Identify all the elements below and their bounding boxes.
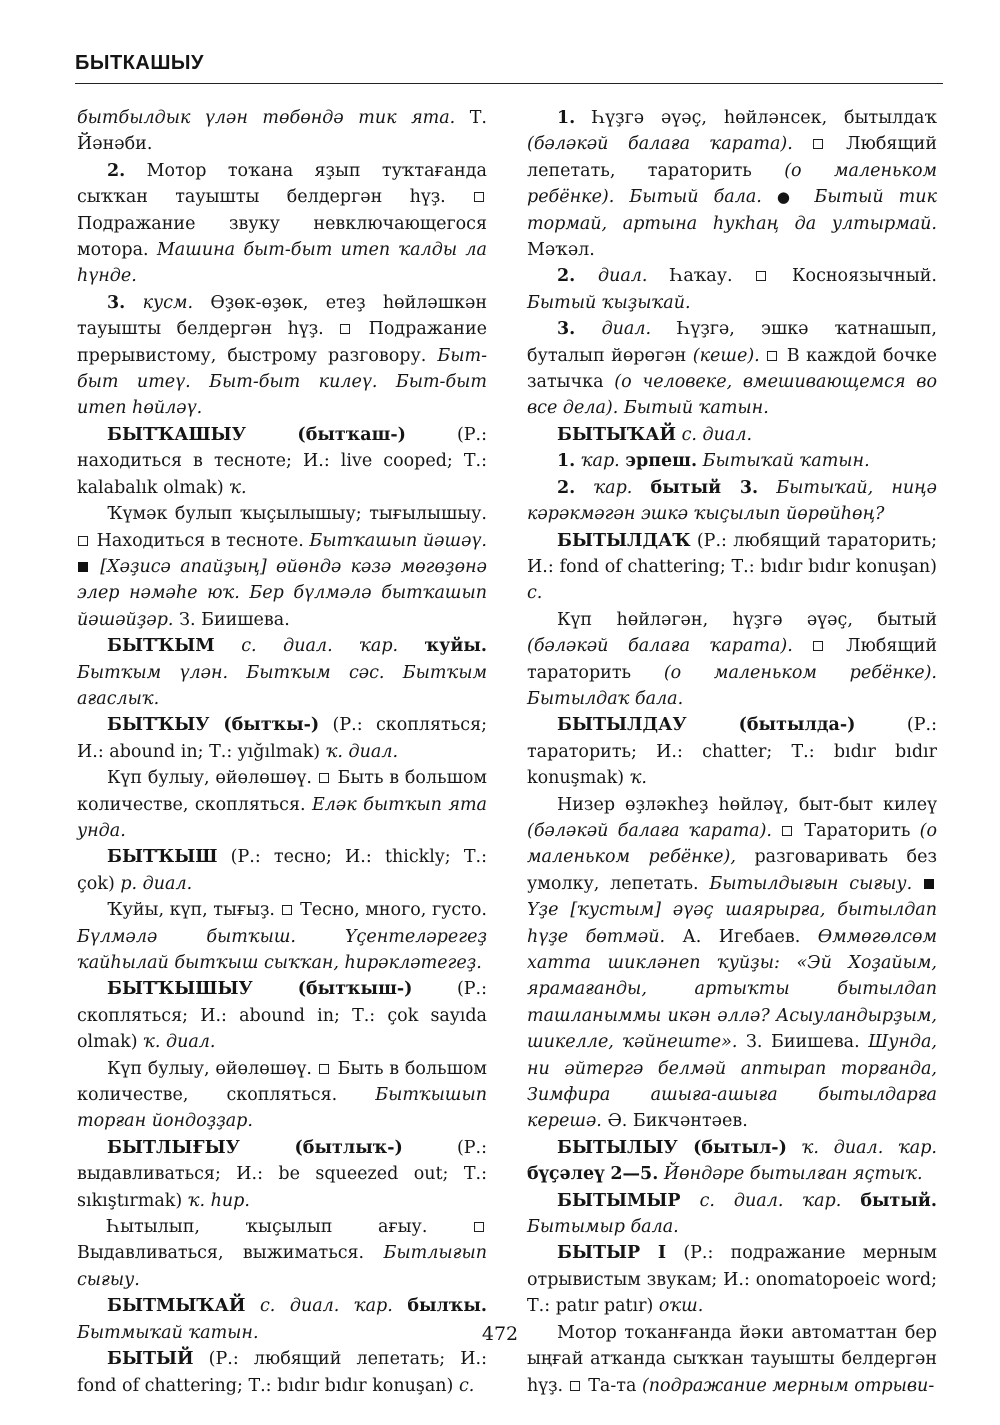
italic-text: (о маленьком ребёнке). Бытылдаҡ бала. xyxy=(527,662,937,709)
russian-translation-marker-icon xyxy=(78,536,88,546)
headword: БЫТЫЛДАҠ xyxy=(557,530,691,551)
russian-translation-marker-icon xyxy=(474,192,484,202)
italic-text: с. xyxy=(527,583,543,604)
headword: 1. xyxy=(557,451,576,472)
italic-text: с. xyxy=(458,1375,475,1396)
italic-text: Бытый ҡыҙыҡай. xyxy=(527,292,691,313)
header-rule xyxy=(75,83,943,84)
definition-text: Любящий тараторить xyxy=(527,636,937,683)
headword: БЫТМЫҠАЙ xyxy=(107,1296,246,1317)
definition-text xyxy=(793,636,813,656)
italic-text: Бытлығып сығыу. xyxy=(77,1243,487,1290)
italic-text: ҡ. xyxy=(229,477,247,498)
entry-paragraph xyxy=(527,792,937,1135)
headword: БЫТЫЛЫУ (бытыл-) xyxy=(557,1137,787,1158)
italic-text: кусм. xyxy=(125,292,194,313)
definition-text: Күп булыу, өйөлөшөү. xyxy=(107,1058,318,1079)
italic-text: (бәләкәй балаға ҡарата). xyxy=(527,134,793,155)
italic-text: ҡ. диал. ҡар. xyxy=(786,1137,937,1158)
definition-text: Ҡүмәк булып ҡыҫылышыу; тығылышыу. xyxy=(107,504,487,525)
definition-text xyxy=(772,821,781,841)
definition-text: Күп һөйләгән, һүҙгә әүәҫ, бытый xyxy=(557,609,937,630)
entry-paragraph xyxy=(527,528,937,607)
definition-text: (Р.: подражание мерным отрывистым звукам; И.: onomatopoeic word; Т.: patır patır) xyxy=(527,1243,937,1317)
italic-text: (подражание мерным отрыви- xyxy=(641,1375,935,1396)
definition-text: Мотор тоҡанғанда йәки автоматтан бер ыңғай атҡанда сыҡҡан тауышты белдергән һүҙ. xyxy=(527,1322,937,1396)
headword: БЫТЫЛДАУ (бытылда-) xyxy=(557,715,856,736)
entry-paragraph xyxy=(77,976,487,1055)
definition-text xyxy=(762,187,777,207)
literary-example-marker-icon xyxy=(78,562,88,572)
entry-paragraph xyxy=(77,501,487,633)
definition-text xyxy=(760,346,767,366)
entry-paragraph xyxy=(77,158,487,290)
italic-text: Шунда, ни әйтергә белмәй аптырап торғанда, Зимфира ашыға-ашыға бытылдарға керешә. xyxy=(527,1032,937,1132)
definition-text xyxy=(91,557,100,577)
russian-translation-marker-icon xyxy=(570,1381,580,1391)
italic-text: Быт-быт итеү. Быт-быт килеү. Быт-быт итеп һөйләү. xyxy=(77,345,487,419)
italic-text: [Хәҙисә апайҙың] өйөндә кәзә мөгөҙөнә элер нәмәһе юҡ. Бер бүлмәлә бытҡашып йәшәйҙәр. xyxy=(77,556,487,630)
italic-text: р. диал. xyxy=(120,873,193,894)
definition-text: (Р.: любящий лепетать; И.: fond of chattering; Т.: bıdır bıdır konuşan) xyxy=(77,1349,487,1396)
italic-text: Бытҡашып йәшәү. xyxy=(309,530,487,551)
definition-text: Низер өҙләкһеҙ һөйләү, быт-быт килеү xyxy=(557,794,937,815)
russian-translation-marker-icon xyxy=(282,905,292,915)
entry-paragraph xyxy=(527,712,937,791)
italic-text: бытбылдык үлән төбөндә тик ята. xyxy=(77,108,456,128)
headword: 2. xyxy=(107,160,126,181)
russian-translation-marker-icon xyxy=(340,324,350,334)
proverb-bullet-icon: ● xyxy=(776,188,800,207)
italic-text: (о маленьком ребёнке), xyxy=(527,820,937,868)
russian-translation-marker-icon xyxy=(813,139,823,149)
italic-text: диал. xyxy=(575,319,652,340)
definition-text: (Р.: тесно; И.: thickly; Т.: çok) xyxy=(77,847,487,894)
italic-text: Бытыҡай, ниңә кәрәкмәгән эшкә ҡыҫылып йөрөйһөң? xyxy=(527,477,937,525)
definition-text: разговаривать без умолку, лепетать. xyxy=(527,847,937,894)
italic-text: с. диал. ҡар. xyxy=(214,636,425,657)
definition-text: Т. Йәнәби. xyxy=(77,108,487,155)
entry-paragraph xyxy=(527,607,937,713)
entry-paragraph xyxy=(77,633,487,712)
definition-text: Һүҙгә әүәҫ, һөйләнсек, бытылдаҡ xyxy=(575,108,937,128)
headword: 3. xyxy=(107,292,126,313)
russian-translation-marker-icon xyxy=(813,641,823,651)
definition-text xyxy=(799,187,814,207)
headword: БЫТҠЫШЫУ (бытҡыш-) xyxy=(107,979,413,1000)
italic-text: Машина быт-быт итеп ҡалды ла һүнде. xyxy=(77,240,487,287)
italic-text: (о маленьком ребёнке). Бытый бала. xyxy=(527,160,937,208)
entry-paragraph xyxy=(77,1056,487,1135)
headword: БЫТЫЙ xyxy=(107,1349,194,1370)
russian-translation-marker-icon xyxy=(782,826,792,836)
russian-translation-marker-icon xyxy=(767,351,777,361)
entry-paragraph xyxy=(527,263,937,316)
definition-text: Күп булыу, өйөлөшөү. xyxy=(107,768,318,789)
italic-text: ҡар. xyxy=(575,477,651,498)
headword: БЫТЫМЫР xyxy=(557,1190,681,1211)
italic-text: Бытый тик тормай, артына һукһаң да ултырмай. xyxy=(527,187,937,234)
headword: 2. xyxy=(557,266,576,287)
headword: 2. xyxy=(557,477,576,498)
definition-text: Быть в большом количестве, скопляться. xyxy=(77,1058,487,1106)
headword: бытый. xyxy=(860,1190,937,1211)
definition-text: А. Игебаев. xyxy=(665,926,818,947)
italic-text: диал. xyxy=(575,266,648,287)
italic-text: ҡ. диал. xyxy=(143,1032,216,1053)
definition-text: Һүҙгә, эшкә ҡатнашып, буталып йөрөгән xyxy=(527,319,937,366)
italic-text: Бытҡышып торған йондоҙҙар. xyxy=(77,1085,487,1132)
headword: былҡы. xyxy=(407,1296,487,1317)
italic-text: ҡ. xyxy=(629,768,647,789)
literary-example-marker-icon xyxy=(924,879,934,889)
italic-text: с. диал. ҡар. xyxy=(680,1190,861,1211)
entry-paragraph xyxy=(77,290,487,422)
entry-paragraph xyxy=(527,1240,937,1319)
headword: БЫТЫҠАЙ xyxy=(557,424,677,445)
italic-text: Үҙе [ҡустым] әүәҫ шаярырға, бытылдап һүҙе бөтмәй. xyxy=(527,900,937,947)
italic-text: Бытҡым үлән. Бытҡым сәс. Бытҡым ағаслыҡ. xyxy=(77,662,487,709)
definition-text: Та-та xyxy=(582,1375,642,1396)
entry-paragraph xyxy=(527,316,937,422)
russian-translation-marker-icon xyxy=(319,773,329,783)
italic-text: с. диал. xyxy=(676,424,753,445)
definition-text xyxy=(912,874,923,894)
entry-paragraph xyxy=(527,448,937,474)
right-column xyxy=(527,105,937,1399)
italic-text: оҡш. xyxy=(658,1296,704,1317)
headword: эрпеш. xyxy=(625,451,698,472)
headword: бүҫәлеү 2—5. xyxy=(527,1164,659,1185)
italic-text: (бәләкәй балаға ҡарата). xyxy=(527,820,772,841)
headword: БЫТЛЫҒЫУ (бытлыҡ-) xyxy=(107,1137,403,1158)
headword: БЫТҠАШЫУ (бытҡаш-) xyxy=(107,424,406,445)
entry-paragraph xyxy=(77,765,487,844)
definition-text: Выдавливаться, выжиматься. xyxy=(77,1243,384,1264)
definition-text: (Р.: тараторить; И.: chatter; Т.: bıdır bıdır konuşmak) xyxy=(527,715,937,789)
definition-text xyxy=(793,134,813,154)
headword: БЫТҠЫУ (бытҡы-) xyxy=(107,715,320,736)
entry-paragraph xyxy=(77,712,487,765)
headword: 3. xyxy=(557,319,576,340)
italic-text: Еләк бытҡып ята унда. xyxy=(77,794,487,841)
italic-text: (бәләкәй балаға ҡарата). xyxy=(527,636,793,657)
italic-text: Бытыҡай ҡатын. xyxy=(697,451,870,472)
definition-text: (Р.: находиться в тесноте; И.: live cooped; Т.: kalabalık olmak) xyxy=(77,424,487,498)
italic-text: с. диал. ҡар. xyxy=(245,1296,408,1317)
definition-text: Любящий лепетать, тараторить xyxy=(527,134,937,181)
entry-paragraph xyxy=(527,1135,937,1188)
definition-text: Өҙөк-өҙөк, етеҙ һөйләшкән тауышты белдергән һүҙ. xyxy=(77,292,487,340)
italic-text: (кеше). xyxy=(692,345,760,366)
definition-text: З. Биишева. xyxy=(173,609,290,630)
definition-text: Мотор тоҡана яҙып туҡтағанда сыҡҡан тауышты белдергән һүҙ. xyxy=(77,160,487,208)
entry-paragraph xyxy=(527,475,937,528)
entry-paragraph xyxy=(77,105,487,158)
definition-text: Һаҡау. xyxy=(647,266,756,287)
definition-text: Мәҡәл. xyxy=(527,240,595,261)
definition-text: Ә. Бикчәнтәев. xyxy=(601,1111,748,1132)
italic-text: (о человеке, вмешивающемся во все дела). Бытый ҡатын. xyxy=(527,372,937,419)
definition-text: Подражание звуку невключающегося мотора. xyxy=(77,213,487,261)
entry-paragraph xyxy=(77,844,487,897)
russian-translation-marker-icon xyxy=(474,1222,484,1232)
definition-text: (Р.: любящий тараторить; И.: fond of chattering; Т.: bıdır bıdır konuşan) xyxy=(527,530,937,577)
definition-text: Ҡуйы, күп, тығыҙ. xyxy=(107,900,281,921)
russian-translation-marker-icon xyxy=(319,1064,329,1074)
italic-text: ҡ. һир. xyxy=(187,1190,250,1211)
definition-text: Подражание прерывистому, быстрому разговору. xyxy=(77,319,487,366)
italic-text: Бытымыр бала. xyxy=(527,1217,679,1238)
entry-paragraph xyxy=(527,1188,937,1241)
definition-text: В каждой бочке затычка xyxy=(527,345,937,393)
italic-text: ҡ. диал. xyxy=(325,741,399,762)
entry-paragraph xyxy=(77,1214,487,1293)
entry-paragraph xyxy=(77,1346,487,1399)
headword: БЫТЫР I xyxy=(557,1243,667,1264)
definition-text: Һытылып, ҡыҫылып ағыу. xyxy=(107,1217,473,1238)
italic-text: Йөндәре бытылған яҫтыҡ. xyxy=(658,1164,923,1185)
headword: ҡуйы. xyxy=(424,636,487,657)
headword: бытый 3. xyxy=(650,477,759,498)
definition-text: Тесно, много, густо. xyxy=(294,900,487,921)
headword: БЫТҠЫШ xyxy=(107,847,218,868)
definition-text: (Р.: скопляться; И.: abound in; Т.: yığılmak) xyxy=(77,715,487,762)
page-number: 472 xyxy=(481,1323,519,1345)
definition-text: (Р.: выдавливаться; И.: be squeezed out; Т.: sıkıştırmak) xyxy=(77,1137,487,1211)
russian-translation-marker-icon xyxy=(756,271,766,281)
italic-text: ҡар. xyxy=(575,451,626,472)
italic-text: Бытмыҡай ҡатын. xyxy=(77,1322,259,1343)
definition-text: (Р.: скопляться; И.: abound in; Т.: çok sayıda olmak) xyxy=(77,979,487,1053)
definition-text: Находиться в тесноте. xyxy=(91,530,310,551)
italic-text: Бытылдығын сығыу. xyxy=(709,873,913,894)
headword: БЫТҠЫМ xyxy=(107,636,215,657)
definition-text: З. Биишева. xyxy=(737,1032,869,1053)
italic-text: Өммөгөлсөм хатта шикләнеп ҡуйҙы: «Эй Хоҙайым, ярамағанды, артыҡты бытылдап ташланыммы икән әллә? Асыуландырҙым, шикелле, ҡәйнеште». xyxy=(527,926,938,1053)
definition-text: Тараторить xyxy=(795,820,920,841)
italic-text: Бүлмәлә бытҡыш. Үҫентеләрегеҙ ҡайһылай бытҡыш сыҡҡан, һирәкләтегеҙ. xyxy=(77,926,487,973)
headword: 1. xyxy=(557,108,576,128)
entry-paragraph xyxy=(77,897,487,976)
left-column xyxy=(77,105,487,1399)
definition-text: Быть в большом количестве, скопляться. xyxy=(77,768,487,815)
definition-text: Косноязычный. xyxy=(769,266,937,287)
entry-paragraph xyxy=(77,1135,487,1214)
running-head: БЫТКАШЫУ xyxy=(75,52,204,74)
entry-paragraph xyxy=(77,422,487,501)
entry-paragraph xyxy=(527,105,937,263)
entry-paragraph xyxy=(527,422,937,448)
